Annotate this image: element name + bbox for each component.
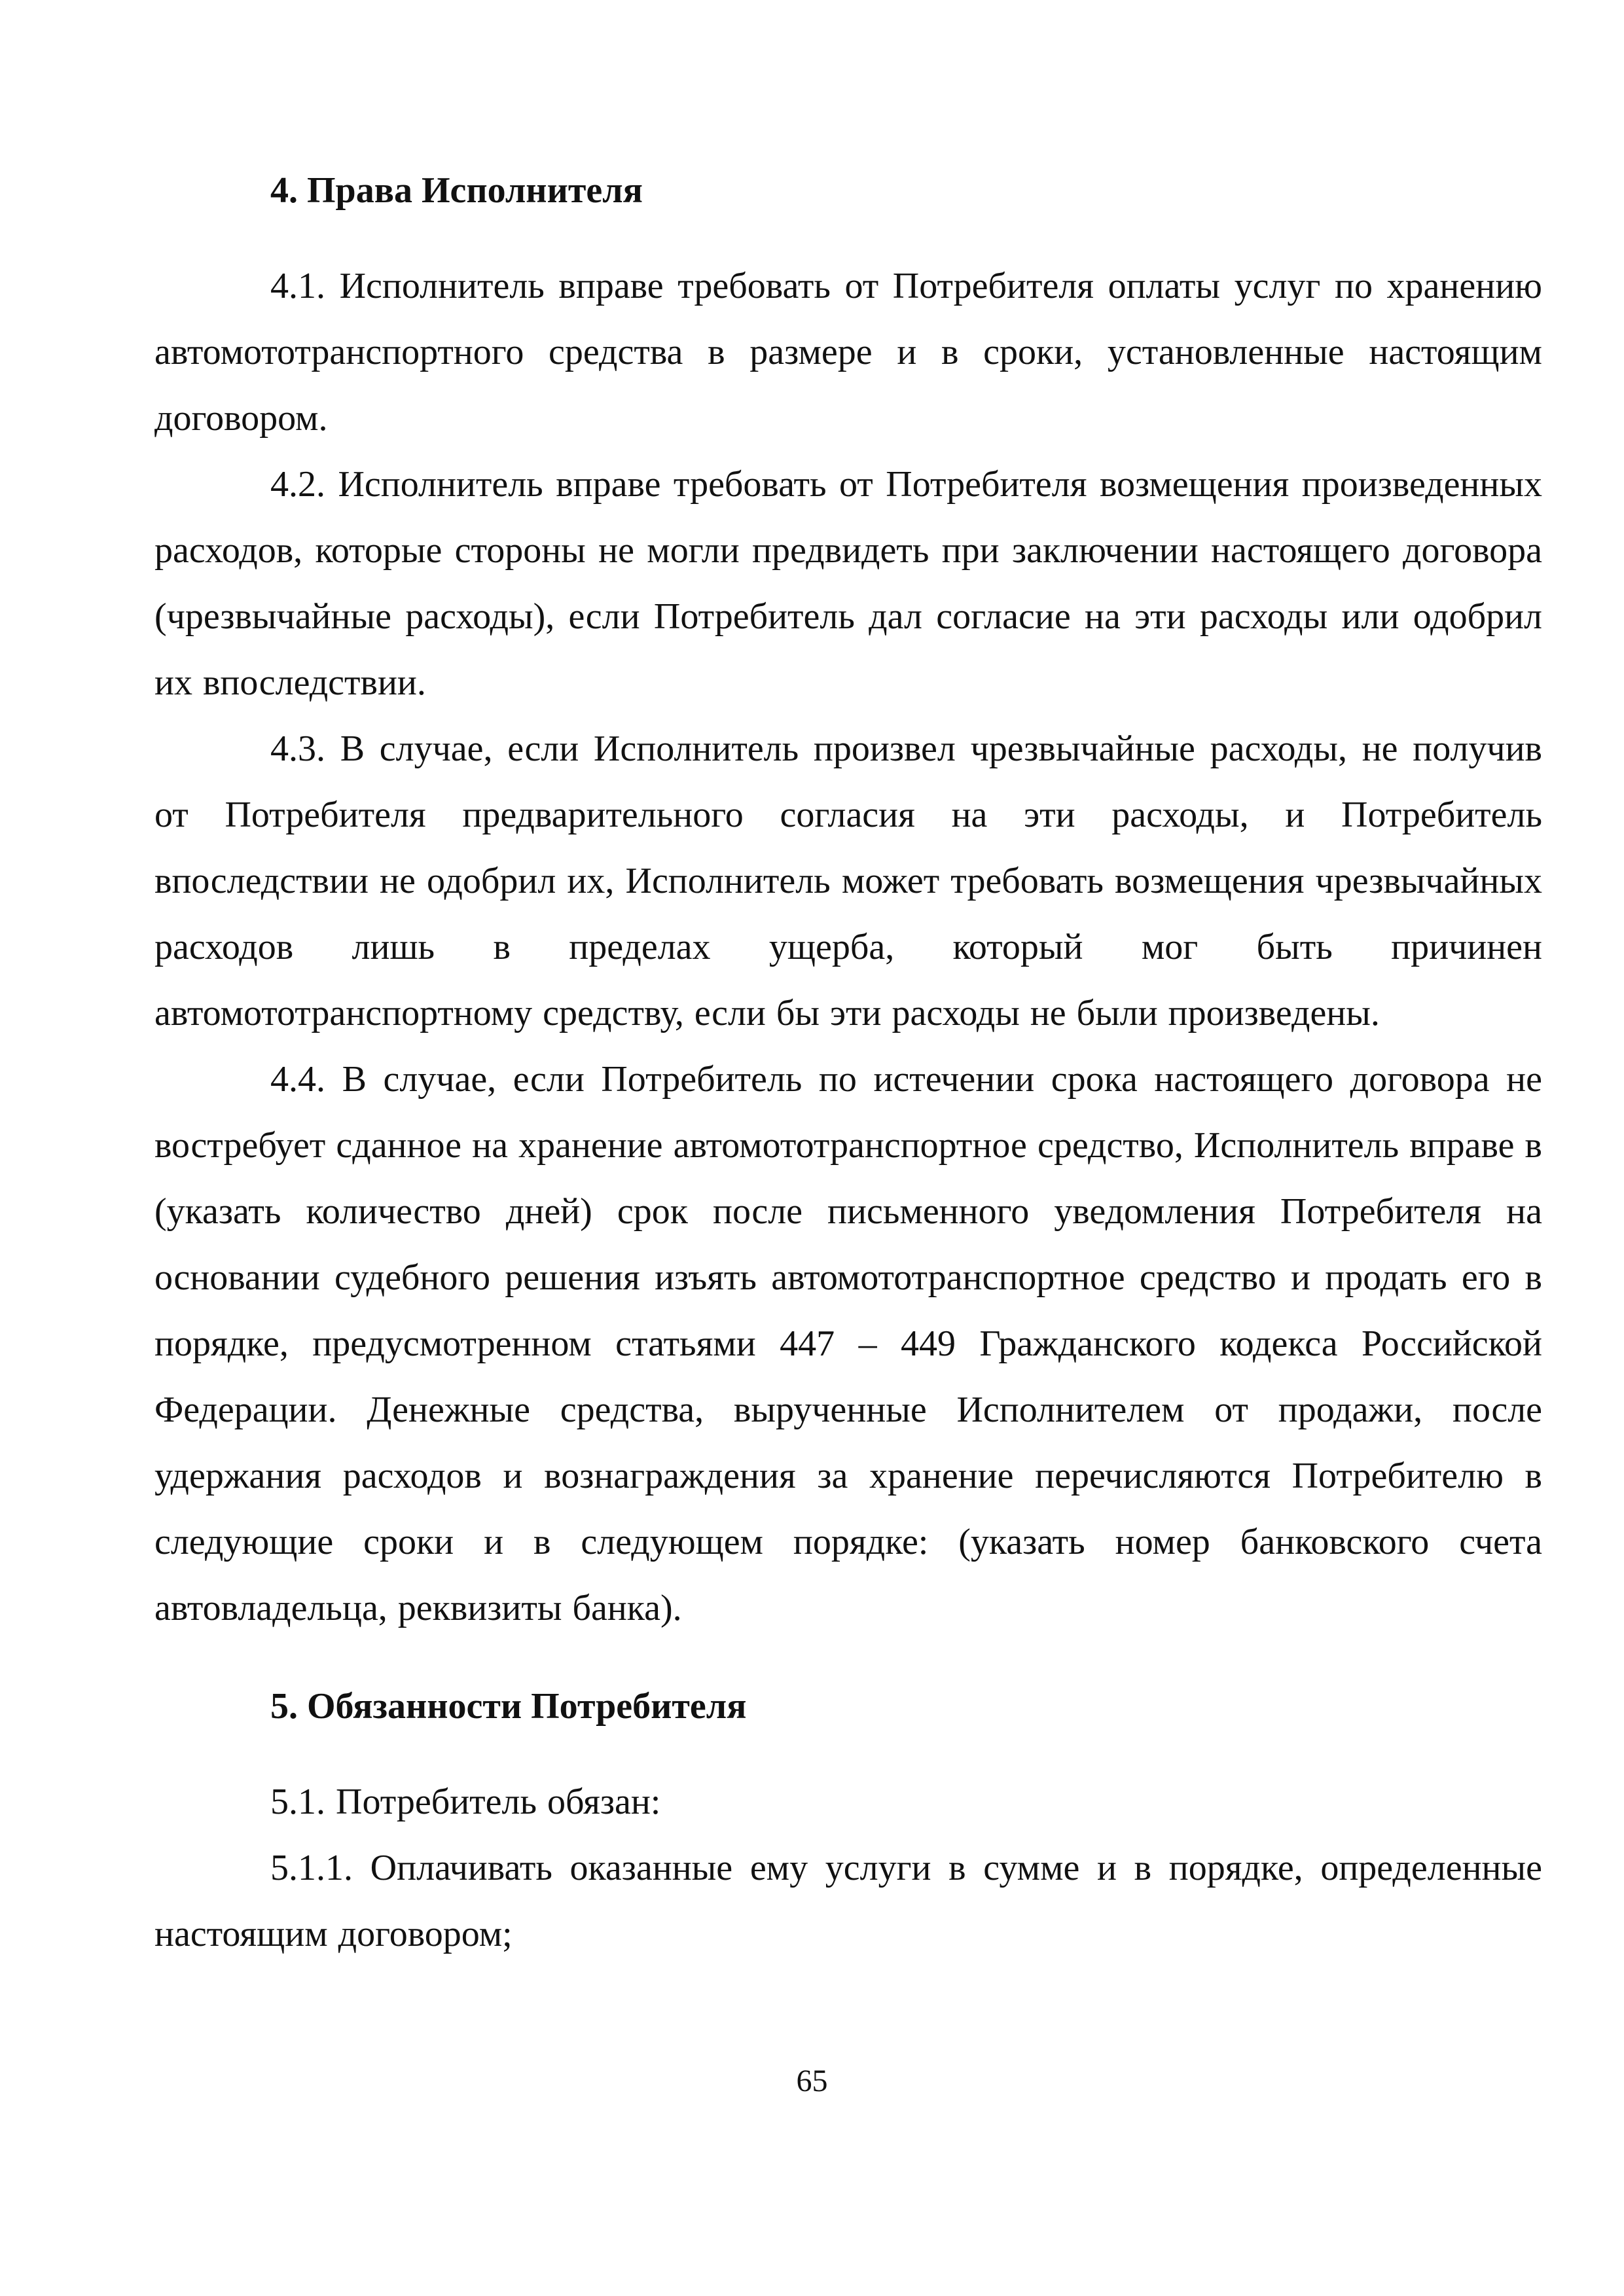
page-content [154,157,1542,1967]
clause-5-1-1: 5.1.1. Оплачивать оказанные ему услуги в сумме и в порядке, определенные настоящим договором; [154,1848,1542,1954]
page-number: 65 [796,2064,828,2098]
section-4-title: 4. Права Исполнителя [270,170,643,211]
clause-4-3: 4.3. В случае, если Исполнитель произвел чрезвычайные расходы, не получив от Потребителя предварительного согласия на эти расходы, и Потребитель впоследствии не одобрил их, Исполнитель может требовать возмещения чрезвычайных расходов лишь в пределах ущерба, который мог быть причинен автомототранспортному средству, если бы эти расходы не были произведены. [154,728,1542,1033]
clause-5-1: 5.1. Потребитель обязан: [270,1782,661,1822]
clause-4-1: 4.1. Исполнитель вправе требовать от Потребителя оплаты услуг по хранению автомототранспортного средства в размере и в сроки, установленные настоящим договором. [154,266,1542,439]
clause-4-4: 4.4. В случае, если Потребитель по истечении срока настоящего договора не востребует сданное на хранение автомототранспортное средство, Исполнитель вправе в (указать количество дней) срок после письменного уведомления Потребителя на основании судебного решения изъять автомототранспортное средство и продать его в порядке, предусмотренном статьями 447 – 449 Гражданского кодекса Российской Федерации. Денежные средства, вырученные Исполнителем от продажи, после удержания расходов и вознаграждения за хранение перечисляются Потребителю в следующие сроки и в следующем порядке: (указать номер банковского счета автовладельца, реквизиты банка). [154,1059,1542,1628]
clause-4-2: 4.2. Исполнитель вправе требовать от Потребителя возмещения произведенных расходов, которые стороны не могли предвидеть при заключении настоящего договора (чрезвычайные расходы), если Потребитель дал согласие на эти расходы или одобрил их впоследствии. [154,464,1542,703]
section-5-title: 5. Обязанности Потребителя [270,1686,747,1727]
